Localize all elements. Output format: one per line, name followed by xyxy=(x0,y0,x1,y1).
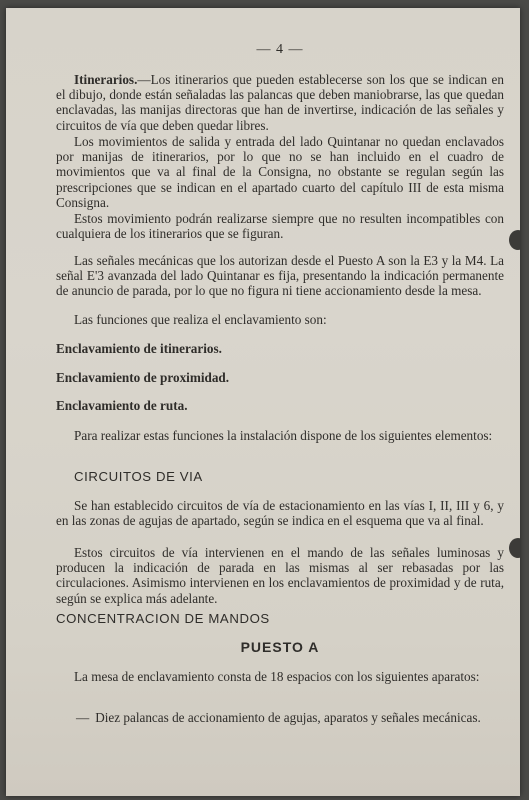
function-item: Enclavamiento de itinerarios. xyxy=(56,341,222,356)
paragraph-lead: Itinerarios. xyxy=(74,72,138,87)
paragraph-funciones: Las funciones que realiza el enclavamiento son: xyxy=(74,312,327,327)
section-heading-puesto: PUESTO A xyxy=(240,639,320,655)
paragraph-text: —Los itinerarios que pueden establecerse son los que se indican en el dibujo, donde están señaladas las palancas que deben maniobrarse, las que quedan enclavadas, las manijas directoras que han de invertirse, indicación de las señales y circuitos de vía que deben quedar libres. xyxy=(56,72,504,133)
document-page xyxy=(6,8,520,796)
page-number: — 4 — xyxy=(256,42,304,57)
paragraph-circuitos: Se han establecido circuitos de vía de estacionamiento en las vías I, II, III y 6, y en las zonas de agujas de apartado, según se indica en el esquema que va al final. xyxy=(56,498,504,529)
list-item xyxy=(76,710,504,725)
binder-hole xyxy=(509,230,520,250)
list-dash: — xyxy=(76,710,90,725)
list-item-text: Diez palancas de accionamiento de agujas, aparatos y señales mecánicas. xyxy=(95,710,481,725)
paragraph-elementos: Para realizar estas funciones la instalación dispone de los siguientes elementos: xyxy=(74,428,493,443)
section-heading-concentracion: CONCENTRACION DE MANDOS xyxy=(56,611,270,626)
paragraph-itinerarios xyxy=(56,72,504,133)
paragraph-compatibilidad: Estos movimiento podrán realizarse siempre que no resulten incompatibles con cualquiera de los itinerarios que se figuran. xyxy=(56,211,504,242)
paragraph-circuitos-mando: Estos circuitos de vía intervienen en el mando de las señales luminosas y producen la indicación de parada en las mismas al ser rebasadas por las circulaciones. Asimismo intervienen en los enclavamientos de proximidad y de ruta, según se explica más adelante. xyxy=(56,545,504,606)
paragraph-mesa: La mesa de enclavamiento consta de 18 espacios con los siguientes aparatos: xyxy=(74,669,480,684)
binder-hole xyxy=(509,538,520,558)
paragraph-senales: Las señales mecánicas que los autorizan desde el Puesto A son la E3 y la M4. La señal E'3 avanzada del lado Quintanar es fija, presentando la indicación permanente de anuncio de parada, por lo que no figura ni tiene accionamiento desde la mesa. xyxy=(56,253,504,299)
function-item: Enclavamiento de proximidad. xyxy=(56,370,230,385)
function-item: Enclavamiento de ruta. xyxy=(56,398,188,413)
paragraph-movimientos: Los movimientos de salida y entrada del lado Quintanar no quedan enclavados por manijas de itinerarios, por lo que no se han incluido en el cuadro de movimientos que va al final de la Consigna, no obstante se regulan según las prescripciones que se indican en el apartado cuarto del capítulo III de esta misma Consigna. xyxy=(56,134,504,210)
section-heading-circuitos: CIRCUITOS DE VIA xyxy=(74,469,203,484)
